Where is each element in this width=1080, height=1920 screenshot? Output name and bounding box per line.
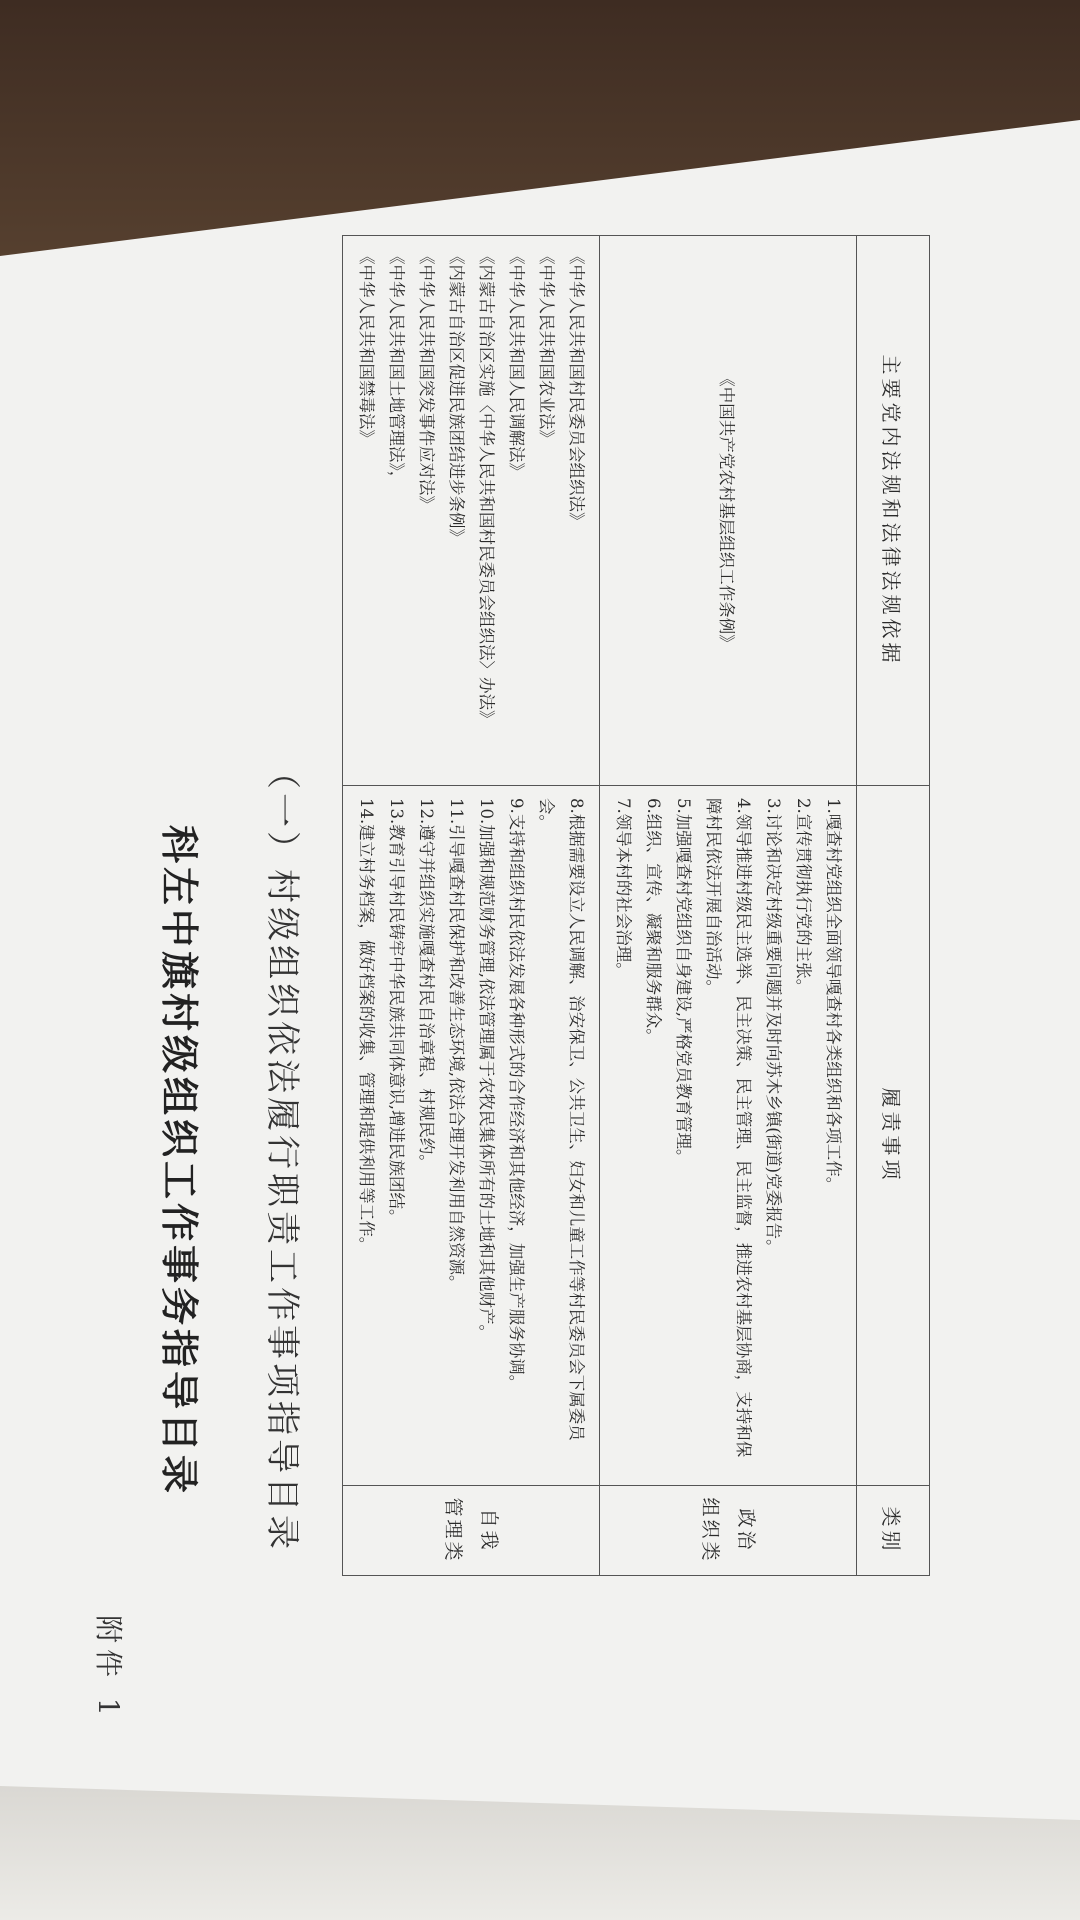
duty-item: 3.讨论和决定村级重要问题并及时向苏木乡镇(街道)党委报告。 bbox=[764, 798, 783, 1256]
laws-cell bbox=[343, 236, 600, 786]
category-line: 政治 bbox=[735, 1508, 758, 1553]
attachment-label: 附件 1 bbox=[92, 1615, 125, 1722]
law-item: 《中华人民共和国土地管理法》， bbox=[387, 248, 406, 488]
duty-item: 13.教育引导村民铸牢中华民族共同体意识,增进民族团结。 bbox=[387, 798, 406, 1226]
table-row bbox=[343, 236, 600, 1576]
category-line: 组织类 bbox=[699, 1497, 721, 1564]
duty-item: 6.组织、宣传、凝聚和服务群众。 bbox=[644, 798, 663, 1045]
law-item: 《中华人民共和国农业法》 bbox=[537, 248, 556, 446]
duty-item: 4.领导推进村级民主选举、民主决策、民主管理、民主监督，推进农村基层协商，支持和保障村民依法开展自治活动。 bbox=[704, 798, 753, 1458]
header-laws: 主要党内法规和法律法规依据 bbox=[857, 236, 930, 786]
rotated-document bbox=[10, 175, 1070, 1765]
duty-item: 5.加强嘎查村党组织自身建设,严格党员教育管理。 bbox=[674, 798, 693, 1166]
duty-table bbox=[342, 235, 930, 1576]
law-item: 《内蒙古自治区实施〈中华人民共和国村民委员会组织法〉办法》 bbox=[477, 248, 496, 727]
laws-cell bbox=[600, 236, 857, 786]
header-duties: 履责事项 bbox=[857, 786, 930, 1486]
table-row bbox=[600, 236, 857, 1576]
duties-cell bbox=[600, 786, 857, 1486]
category-cell bbox=[343, 1486, 600, 1576]
duty-item: 12.遵守并组织实施嘎查村民自治章程、村规民约。 bbox=[417, 798, 436, 1171]
category-line: 管理类 bbox=[442, 1497, 464, 1564]
law-item: 《中华人民共和国村民委员会组织法》 bbox=[567, 248, 586, 529]
duty-item: 1.嘎查村党组织全面领导嘎查村各类组织和各项工作。 bbox=[824, 798, 843, 1194]
header-category: 类别 bbox=[857, 1486, 930, 1576]
category-cell bbox=[600, 1486, 857, 1576]
duty-item: 14.建立村务档案，做好档案的收集、管理和提供利用等工作。 bbox=[357, 798, 376, 1254]
duty-item: 10.加强和规范财务管理,依法管理属于农牧民集体所有的土地和其他财产。 bbox=[477, 798, 496, 1341]
law-item: 《内蒙古自治区促进民族团结进步条例》 bbox=[447, 248, 466, 545]
duty-item: 2.宣传贯彻执行党的主张。 bbox=[794, 798, 813, 996]
document-title: 科左中旗村级组织工作事务指导目录 bbox=[157, 825, 202, 1498]
duty-item: 9.支持和组织村民依法发展各种形式的合作经济和其他经济，加强生产服务协调。 bbox=[507, 798, 526, 1392]
category-line: 自我 bbox=[478, 1508, 501, 1553]
law-item: 《中华人民共和国突发事件应对法》 bbox=[417, 248, 436, 512]
duty-item: 11.引导嘎查村民保护和改善生态环境,依法合理开发利用自然资源。 bbox=[447, 798, 466, 1292]
table-header-row bbox=[857, 236, 930, 1576]
duty-item: 7.领导本村的社会治理。 bbox=[614, 798, 633, 979]
document-subtitle: （一）村级组织依法履行职责工作事项指导目录 bbox=[262, 755, 302, 1553]
duties-cell bbox=[343, 786, 600, 1486]
law-item: 《中华人民共和国禁毒法》 bbox=[357, 248, 376, 446]
law-item: 《中国共产党农村基层组织工作条例》 bbox=[717, 370, 736, 651]
law-item: 《中华人民共和国人民调解法》 bbox=[507, 248, 526, 479]
duty-item: 8.根据需要设立人民调解、治安保卫、公共卫生、妇女和儿童工作等村民委员会下属委员会。 bbox=[537, 798, 586, 1441]
